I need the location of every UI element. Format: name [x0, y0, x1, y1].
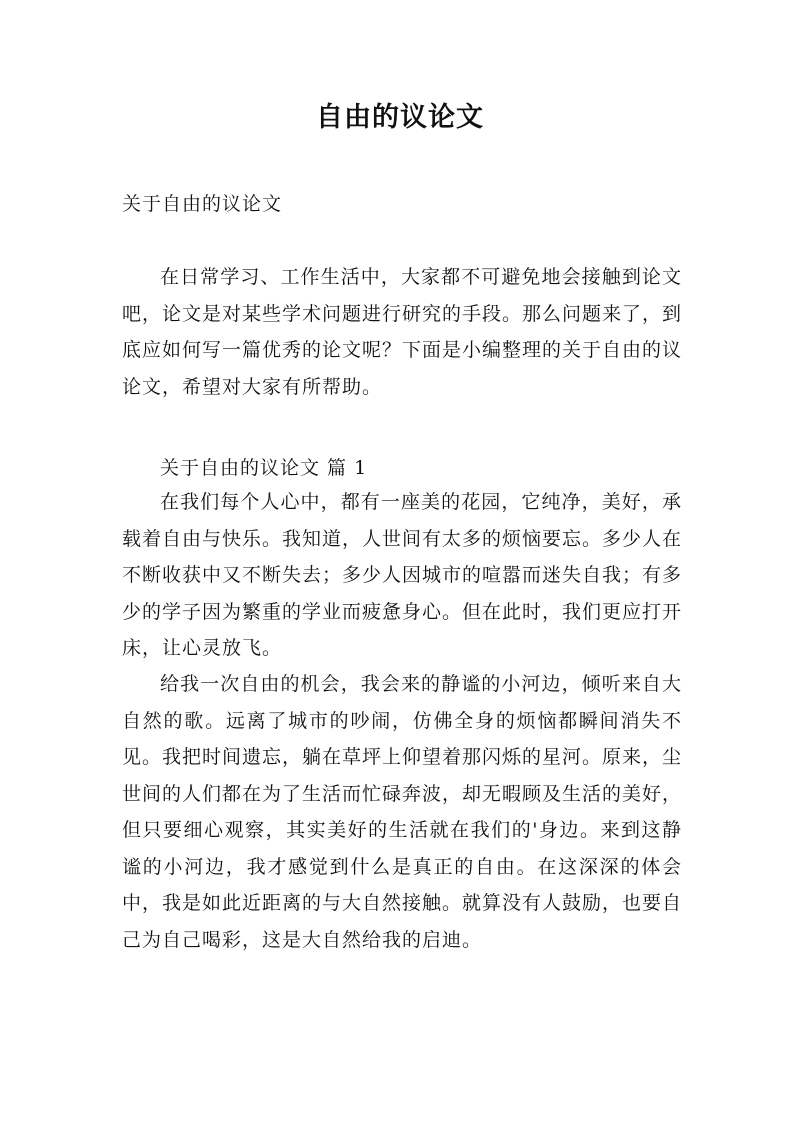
section-heading: 关于自由的议论文 篇 1 — [160, 457, 368, 479]
document-subtitle: 关于自由的议论文 — [122, 193, 283, 215]
intro-paragraph: 在日常学习、工作生活中，大家都不可避免地会接触到论文吧，论文是对某些学术问题进行研究的手段。那么问题来了，到底应如何写一篇优秀的论文呢？下面是小编整理的关于自由的议论文，希望对大家有所帮助。 — [122, 266, 683, 398]
body-paragraph: 在我们每个人心中，都有一座美的花园，它纯净，美好，承载着自由与快乐。我知道，人世间有太多的烦恼要忘。多少人在不断收获中又不断失去；多少人因城市的喧嚣而迷失自我；有多少的学子因为繁重的学业而疲惫身心。但在此时，我们更应打开床，让心灵放飞。 — [122, 491, 683, 659]
document-title: 自由的议论文 — [316, 102, 484, 133]
body-paragraph: 给我一次自由的机会，我会来的静谧的小河边，倾听来自大自然的歌。远离了城市的吵闹，仿佛全身的烦恼都瞬间消失不见。我把时间遗忘，躺在草坪上仰望着那闪烁的星河。原来，尘世间的人们都在为了生活而忙碌奔波，却无暇顾及生活的美好，但只要细心观察，其实美好的生活就在我们的'身边。来到这静谧的小河边，我才感觉到什么是真正的自由。在这深深的体会中，我是如此近距离的与大自然接触。就算没有人鼓励，也要自己为自己喝彩，这是大自然给我的启迪。 — [122, 673, 683, 951]
